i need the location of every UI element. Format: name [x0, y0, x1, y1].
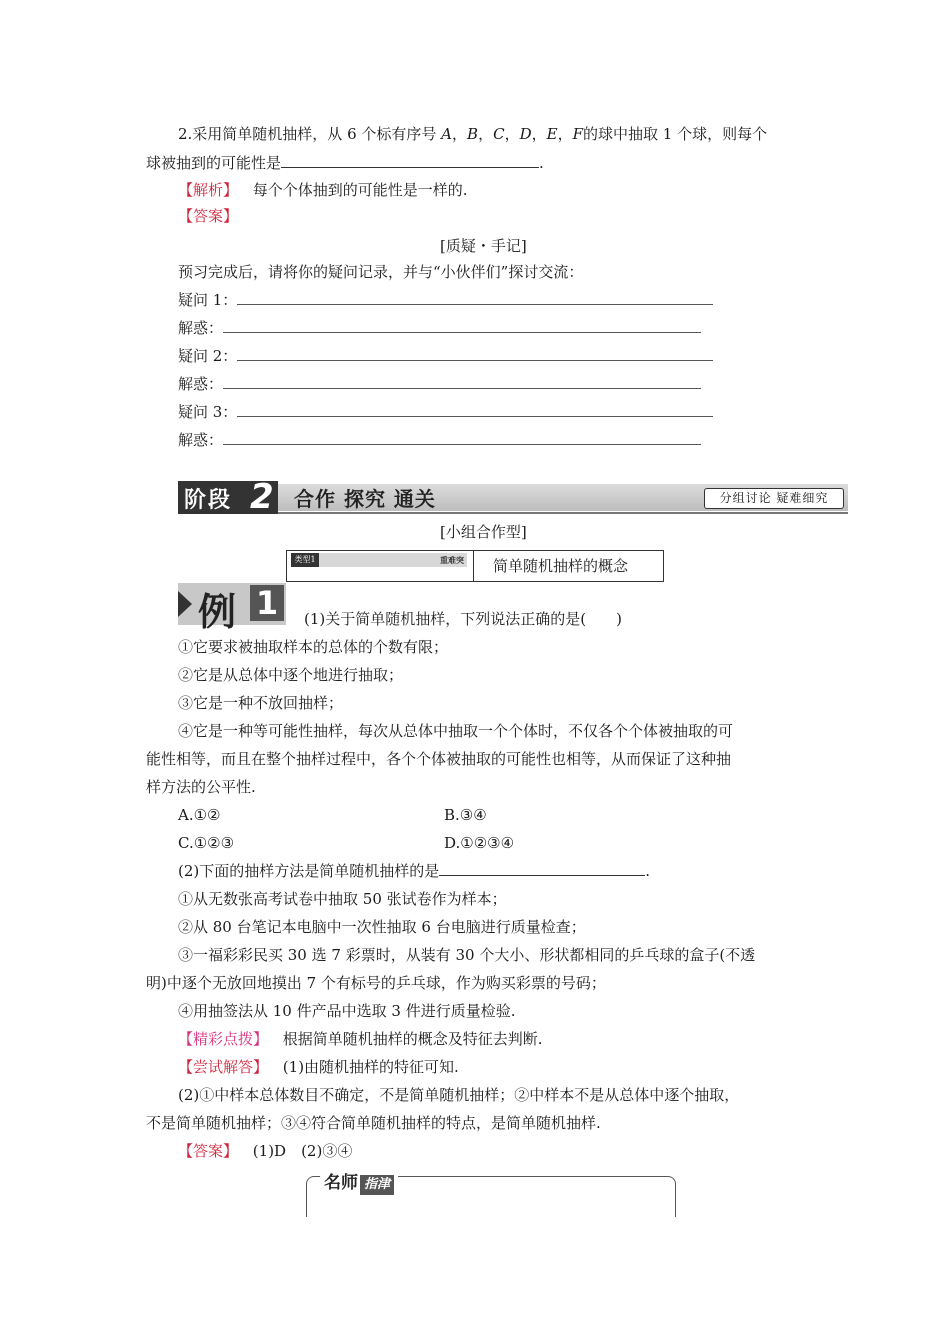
- var-d: D: [519, 125, 532, 143]
- try-text: (1)由随机抽样的特征可知.: [282, 1058, 459, 1076]
- example-char: 例: [198, 590, 237, 634]
- example-question-1: (1)关于简单随机抽样，下列说法正确的是( ): [304, 610, 622, 628]
- example-item-4: ④它是一种等可能性抽样，每次从总体中抽取一个个体时，不仅各个个体被抽取的可: [178, 722, 734, 740]
- analysis-label: 【解析】: [178, 181, 239, 199]
- stage-label: 阶段: [184, 488, 233, 513]
- hint-label: 【精彩点拨】: [178, 1030, 269, 1048]
- analysis-text: 每个个体抽到的可能性是一样的.: [252, 181, 468, 199]
- var-f: F: [572, 125, 584, 143]
- note-input-question-2[interactable]: [237, 346, 713, 361]
- stage-tag: 分组讨论 疑难细究: [704, 488, 844, 509]
- type-chip-2: 重难突: [440, 555, 464, 565]
- question-2-line-2: 球被抽到的可能性是 .: [146, 154, 544, 172]
- try-line: [178, 1057, 459, 1077]
- notes-intro: 预习完成后，请将你的疑问记录，并与“小伙伴们”探讨交流：: [178, 263, 584, 281]
- note-row-question-2: 疑问 2：: [178, 346, 713, 366]
- answer-label: 【答案】: [178, 207, 239, 225]
- answer-blank[interactable]: [281, 153, 539, 168]
- note-input-question-1[interactable]: [237, 290, 713, 305]
- note-input-answer-3[interactable]: [223, 430, 701, 445]
- var-e: E: [546, 125, 558, 143]
- stage-number: 2: [250, 477, 274, 517]
- answer-blank-2[interactable]: [439, 861, 645, 876]
- banner-underline: [178, 512, 848, 514]
- option-a[interactable]: A.①②: [178, 806, 221, 824]
- option-c[interactable]: C.①②③: [178, 834, 235, 852]
- var-b: B: [467, 125, 479, 143]
- note-row-question-1: 疑问 1：: [178, 290, 713, 310]
- teacher-tips-box: [306, 1168, 676, 1208]
- example-item-1: ①它要求被抽取样本的总体的个数有限；: [178, 638, 449, 656]
- q2-item-3-cont: 明)中逐个无放回地摸出 7 个有标号的乒乓球，作为购买彩票的号码；: [146, 974, 606, 992]
- arrow-icon: [178, 591, 192, 617]
- type-box-left: [287, 551, 474, 581]
- note-row-question-3: 疑问 3：: [178, 402, 713, 422]
- solution-line-2: 不是简单随机抽样；③④符合简单随机抽样的特点，是简单随机抽样.: [146, 1114, 601, 1132]
- teacher-tips-label: [320, 1168, 398, 1193]
- example-item-4-cont-1: 能性相等，而且在整个抽样过程中，各个个体被抽取的可能性也相等，从而保证了这种抽: [146, 750, 732, 768]
- type-chip: 类型1: [291, 553, 319, 567]
- q2-item-2: ②从 80 台笔记本电脑中一次性抽取 6 台电脑进行质量检查；: [178, 918, 586, 936]
- q2-item-1: ①从无数张高考试卷中抽取 50 张试卷作为样本；: [178, 890, 507, 908]
- example-number: 1: [250, 585, 284, 621]
- option-b[interactable]: B.③④: [444, 806, 487, 824]
- stage-banner: [178, 477, 848, 517]
- note-row-answer-3: 解惑：: [178, 430, 701, 450]
- example-answer-line: [178, 1141, 352, 1161]
- type-title: 简单随机抽样的概念: [493, 557, 629, 575]
- try-label: 【尝试解答】: [178, 1058, 269, 1076]
- example-answer-label: 【答案】: [178, 1142, 239, 1160]
- hint-line: [178, 1029, 543, 1049]
- example-answer-text: (1)D (2)③④: [252, 1142, 353, 1160]
- example-question-2: (2)下面的抽样方法是简单随机抽样的是 .: [178, 862, 651, 880]
- note-row-answer-1: 解惑：: [178, 318, 701, 338]
- note-row-answer-2: 解惑：: [178, 374, 701, 394]
- var-a: A: [441, 125, 453, 143]
- type-box: [286, 550, 664, 582]
- q2-item-3: ③一福彩彩民买 30 选 7 彩票时，从装有 30 个大小、形状都相同的乒乓球的盒子(不透: [178, 946, 756, 964]
- option-d[interactable]: D.①②③④: [444, 834, 515, 852]
- note-input-answer-2[interactable]: [223, 374, 701, 389]
- analysis-line: [178, 180, 468, 200]
- q2-item-4: ④用抽签法从 10 件产品中选取 3 件进行质量检验.: [178, 1002, 516, 1020]
- example-item-3: ③它是一种不放回抽样；: [178, 694, 344, 712]
- example-item-4-cont-2: 样方法的公平性.: [146, 778, 256, 796]
- teacher-label-b: 指津: [360, 1175, 394, 1195]
- group-title: [小组合作型]: [440, 523, 527, 541]
- stage-badge: [178, 477, 278, 517]
- example-icon: [178, 583, 286, 634]
- solution-line-1: (2)①中样本总体数目不确定，不是简单随机抽样；②中样本不是从总体中逐个抽取，: [178, 1086, 740, 1104]
- notes-title: [质疑・手记]: [440, 237, 527, 255]
- var-c: C: [493, 125, 505, 143]
- hint-text: 根据简单随机抽样的概念及特征去判断.: [282, 1030, 543, 1048]
- note-input-answer-1[interactable]: [223, 318, 701, 333]
- stage-title: 合作 探究 通关: [294, 487, 436, 511]
- teacher-label-a: 名师: [324, 1173, 358, 1193]
- question-2-line-1: 2.采用简单随机抽样，从 6 个标有序号 A，B，C，D，E，F的球中抽取 1 个球，则每个: [178, 125, 768, 143]
- example-item-2: ②它是从总体中逐个地进行抽取；: [178, 666, 404, 684]
- note-input-question-3[interactable]: [237, 402, 713, 417]
